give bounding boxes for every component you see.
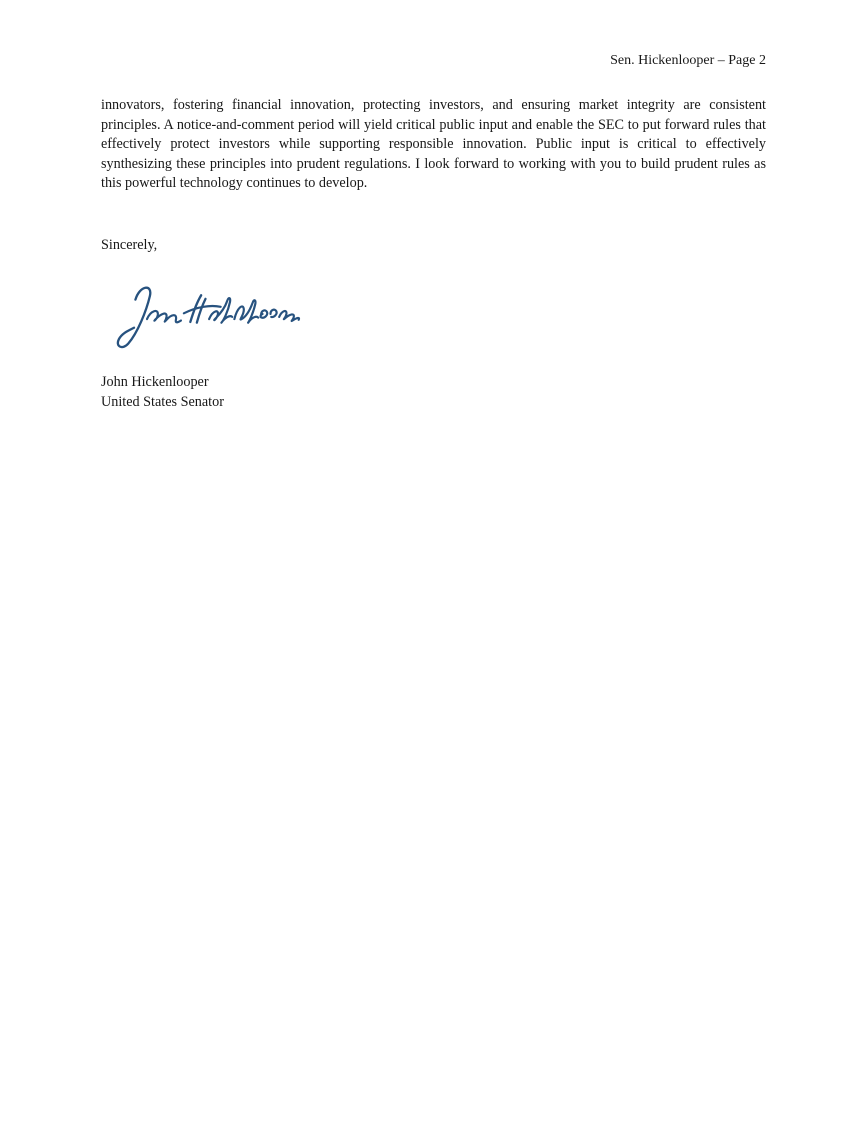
body-paragraph: innovators, fostering financial innovation, protecting investors, and ensuring market integrity are consistent principles. A notice-and-comment period will yield critical public input and enable the SEC to put forward rules that effectively protect investors while supporting responsible innovation. Public input is critical to effectively synthesizing these principles into prudent regulations. I look forward to working with you to build prudent rules as this powerful technology continues to develop. (101, 97, 766, 192)
signature-icon (108, 272, 303, 364)
closing-salutation: Sincerely, (101, 237, 158, 253)
page-header-label: Sen. Hickenlooper – Page 2 (610, 53, 766, 68)
signer-title: United States Senator (101, 393, 224, 410)
signature-image (108, 272, 303, 364)
signature-block (101, 373, 224, 412)
signer-name: John Hickenlooper (101, 374, 209, 390)
page-header (610, 52, 766, 70)
